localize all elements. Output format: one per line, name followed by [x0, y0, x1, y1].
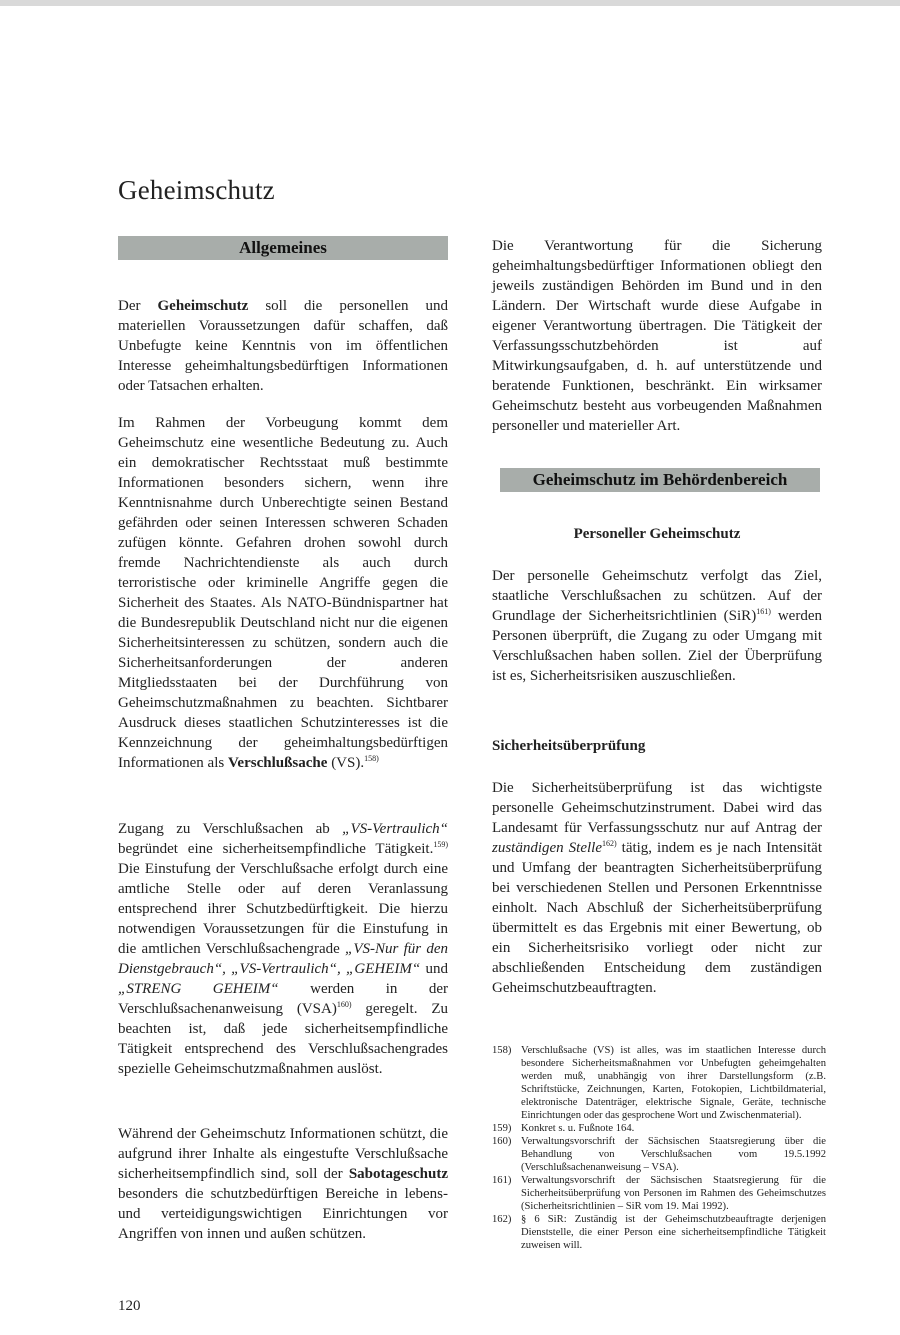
footnote-ref-158: 158) [364, 754, 379, 763]
footnotes [492, 1044, 826, 1252]
right-paragraph-3: Die Sicherheitsüberprüfung ist das wichtigste personelle Geheimschutzinstrument. Dabei wird das Landesamt für Verfassungsschutz nur auf Antrag der zuständigen Stelle$^{162)}$ tätig, indem es je nach Intensität und Umfang der beantragten Sicherheitsüberprüfung bei verschiedenen Stellen und Personen Erkenntnisse einholt. Nach Abschluß der Sicherheitsüberprüfung übermittelt es das Ergebnis mit einer Bewertung, ob ein Sicherheitsrisiko vorliegt oder nicht zur abschließenden Entscheidung dem zuständigen Geheimschutzbeauftragten. [492, 780, 822, 996]
top-edge [0, 0, 900, 6]
footnote-160: 160) Verwaltungsvorschrift der Sächsischen Staatsregierung über die Behandlung von Verschlußsachen vom 19.5.1992 (Verschlußsachenanweisung – VSA). [492, 1136, 826, 1173]
footnote-ref-160: 160) [336, 1000, 352, 1009]
footnote-158: 158) Verschlußsache (VS) ist alles, was im staatlichen Interesse durch besondere Sicherheitsmaßnahmen vor Unbefugten geheimgehalten werden muß, unabhängig von ihrer Darstellungsform (z.B. Schriftstücke, Zeichnungen, Karten, Fotokopien, Lichtbildmaterial, elektronische Datenträger, elektrische Signale, Geräte, technische Einrichtungen oder das gesprochene Wort und Zwischenmaterial). [492, 1045, 826, 1121]
footnote-ref-162: 162) [601, 839, 617, 848]
right-paragraph-1: Die Verantwortung für die Sicherung geheimhaltungsbedürftiger Informationen obliegt den jeweils zuständigen Behörden im Bund und in den Ländern. Der Wirtschaft wurde diese Aufgabe in eigener Verantwortung übertragen. Die Tätigkeit der Verfassungsschutzbehörden ist auf Mitwirkungsaufgaben, d. h. auf unterstützende und beratende Funktionen, beschränkt. Ein wirksamer Geheimschutz besteht aus vorbeugenden Maßnahmen personeller und materieller Art. [492, 238, 822, 434]
left-paragraph-4: Während der Geheimschutz Informationen schützt, die aufgrund ihrer Inhalte als eingestufte Verschlußsache sicherheitsempfindlich sind, soll der Sabotageschutz besonders die schutzbedürftigen Bereiche in lebens- und verteidigungswichtigen Einrichtungen vor Angriffen von innen und außen schützen. [118, 1126, 448, 1242]
footnote-161: 161) Verwaltungsvorschrift der Sächsischen Staatsregierung für die Sicherheitsüberprüfung von Personen im Rahmen des Geheimschutzes (Sicherheitsrichtlinien – SiR vom 19. Mai 1992). [492, 1175, 826, 1212]
footnote-ref-161: 161) [756, 607, 771, 616]
footnote-ref-159: 159) [433, 840, 448, 849]
section-heading-allgemeines: Allgemeines [118, 236, 448, 260]
section-heading-behoerdenbereich: Geheimschutz im Behördenbereich [500, 468, 820, 492]
subheading-personeller-geheimschutz: Personeller Geheimschutz [573, 526, 741, 542]
left-paragraph-3: Zugang zu Verschlußsachen ab „VS-Vertraulich“ begründet eine sicherheitsempfindliche Tätigkeit.$^{159)}$ Die Einstufung der Verschlußsache erfolgt durch eine amtliche Stelle oder auf deren Veranlassung entsprechend ihrer Schutzbedürftigkeit. Die hierzu notwendigen Voraussetzungen für die Einstufung in die amtlichen Verschlußsachengrade „VS-Nur für den Dienstgebrauch“, „VS-Vertraulich“, „GEHEIM“ und „STRENG GEHEIM“ werden in der Verschlußsachenanweisung (VSA)$^{160)}$ geregelt. Zu beachten ist, daß jede sicherheitsempfindliche Tätigkeit entsprechend des Verschlußsachengrades spezielle Geheimschutzmaßnahmen auslöst. [118, 821, 449, 1077]
subheading-sicherheitsueberpruefung: Sicherheitsüberprüfung [492, 738, 646, 754]
left-paragraph-2: Im Rahmen der Vorbeugung kommt dem Geheimschutz eine wesentliche Bedeutung zu. Auch ein demokratischer Rechtsstaat muß bestimmte Informationen besonders sichern, wenn ihre Kenntnisnahme durch Unberechtigte seinen Bestand gefährden oder seinen Interessen schweren Schaden zufügen könnte. Gefahren drohen sowohl durch fremde Nachrichtendienste als auch durch terroristische oder kriminelle Angriffe gegen die Sicherheit des Staates. Als NATO-Bündnispartner hat die Bundesrepublik Deutschland nicht nur die eigenen Sicherheitsinteressen zu schützen, sondern auch die Sicherheitsanforderungen der anderen Mitgliedsstaaten bei der Durchführung von Geheimschutzmaßnahmen zu beachten. Sichtbarer Ausdruck dieses staatlichen Schutzinteresses ist die Kennzeichnung der geheimhaltungsbedürftigen Informationen als Verschlußsache (VS).$^{158)}$ [118, 415, 448, 771]
left-paragraph-1: Der Geheimschutz soll die personellen und materiellen Voraussetzungen dafür schaffen, daß Unbefugte keine Kenntnis von im öffentlichen Interesse geheimhaltungsbedürftigen Informationen oder Tatsachen erhalten. [118, 298, 448, 394]
right-paragraph-2: Der personelle Geheimschutz verfolgt das Ziel, staatliche Verschlußsachen zu schützen. Auf der Grundlage der Sicherheitsrichtlinien (SiR)$^{161)}$ werden Personen überprüft, die Zugang zu oder Umgang mit Verschlußsachen haben sollen. Ziel der Überprüfung ist es, Sicherheitsrisiken auszuschließen. [492, 568, 822, 684]
footnote-162: 162) § 6 SiR: Zuständig ist der Geheimschutzbeauftragte derjenigen Dienststelle, die einer Person eine sicherheitsempfindliche Tätigkeit zuweisen will. [492, 1214, 826, 1251]
footnote-159: 159) Konkret s. u. Fußnote 164. [492, 1123, 635, 1134]
page-number: 120 [118, 1298, 141, 1314]
page-title: Geheimschutz [118, 175, 275, 205]
